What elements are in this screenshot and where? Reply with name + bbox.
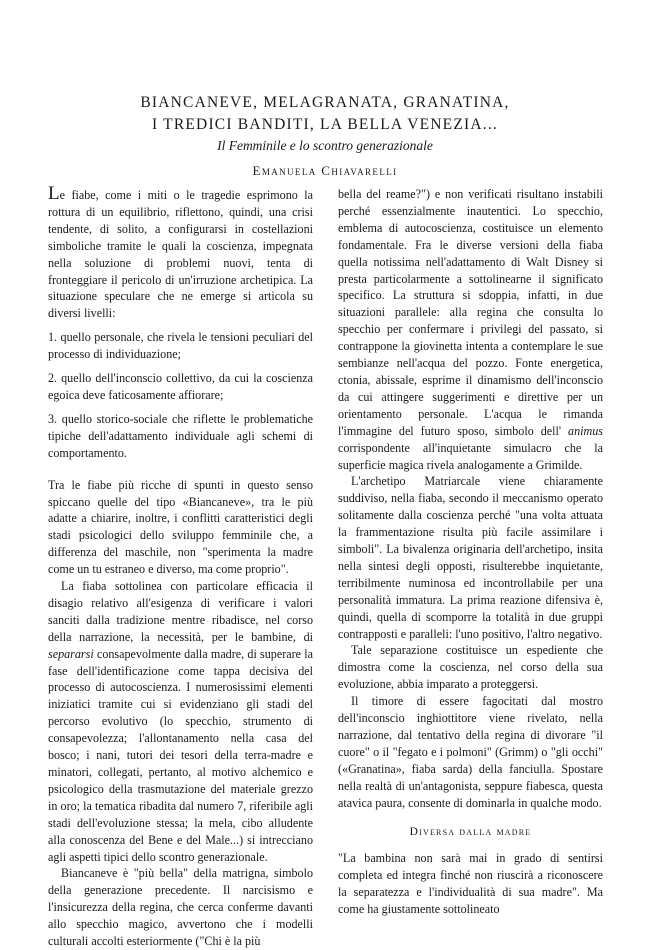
right-paragraph-3: Tale separazione costituisce un espediente che dimostra come la coscienza, nel corso della sua evoluzione, abbia imparato a proteggersi. — [338, 643, 603, 692]
left-column — [48, 183, 313, 950]
paragraph-2: Tra le fiabe più ricche di spunti in questo senso spiccano quelle del tipo «Biancaneve», tra le più adatte a chiarire, inoltre, i conflitti caratteristici degli stadi psicologici dello sviluppo femminile che, a differenza del maschile, non "sperimenta la madre come un tu estraneo e diverso, ma come proprio". — [48, 477, 313, 577]
right-paragraph-5: "La bambina non sarà mai in grado di sentirsi completa ed integra finché non riuscirà a riconoscere la separatezza e l'individualità di sua madre". Ma come ha giustamente sottolineato — [338, 851, 603, 917]
list-item-1: 1. quello personale, che rivela le tensioni peculiari del processo di individuazione; — [48, 330, 313, 362]
paragraph-3-text-a: La fiaba sottolinea con particolare efficacia il disagio relativo all'esigenza di verificare i valori sanciti dalla tradizione mentre ribadisce, nel corso della narrazione, la necessità, per le bambine, di — [48, 579, 313, 644]
paragraph-3-emphasis: separarsi — [48, 646, 94, 661]
article-title-line-2: I TREDICI BANDITI, LA BELLA VENEZIA... — [152, 116, 498, 133]
right-paragraph-4: Il timore di essere fagocitati dal mostro dell'inconscio inghiottitore viene rivelato, nella narrazione, dal tentativo della regina di divorare "il cuore" o il "fegato e i polmoni" (Grimm) o "gli occhi" («Granatina», fiaba sarda) della fanciulla. Spostare nella realtà di un'antagonista, seppure fiabesca, questa atavica paura, consente di dominarla in qualche modo. — [338, 694, 603, 810]
right-paragraph-2: L'archetipo Matriarcale viene chiaramente suddiviso, nella fiaba, secondo il meccanismo operato solitamente dalla coscienza perché "una volta attuata la frammentazione risulta più facile assimilare i simboli". La bivalenza originaria dell'archetipo, insita nella sintesi degli opposti, risulterebbe inquietante, terribilmente numinosa ed incontrollabile per una personalità immatura. La prima reazione difensiva è, quindi, quella di scomporre la totalità in due gruppi contrapposti e paralleli: l'uno positivo, l'altro negativo. — [338, 474, 603, 641]
article-author: Emanuela Chiavarelli — [252, 163, 398, 178]
list-item-3: 3. quello storico-sociale che riflette le problematiche tipiche dell'adattamento individuale agli schemi di comportamento. — [48, 411, 313, 460]
list-item-2: 2. quello dell'inconscio collettivo, da cui la coscienza egoica deve faticosamente affiorare; — [48, 371, 313, 402]
intro-paragraph: Le fiabe, come i miti o le tragedie esprimono la rottura di un equilibrio, riflettono, quindi, una crisi tendente, di solito, a configurarsi in costellazioni simboliche tramite le quali la coscienza, impegnata nella soluzione di problemi nuovi, tenta di fronteggiare il pericolo di un'irruzione archetipica. La situazione speculare che ne emerge si articola su diversi livelli: — [48, 183, 313, 321]
section-heading: Diversa dalla madre — [409, 825, 532, 838]
right-paragraph-1 — [338, 186, 603, 473]
paragraph-4: Biancaneve è "più bella" della matrigna, simbolo della generazione precedente. Il narcisismo e l'insicurezza della regina, che cerca conferme davanti allo specchio magico, avvertono che i modelli culturali accolti esteriormente ("Chi è la più — [48, 866, 313, 949]
article-title-line-1: BIANCANEVE, MELAGRANATA, GRANATINA, — [140, 94, 510, 111]
article-subtitle: Il Femminile e lo scontro generazionale — [217, 138, 433, 153]
paragraph-3 — [48, 578, 313, 865]
right-paragraph-1-emphasis: animus — [568, 423, 603, 438]
right-column — [338, 186, 603, 918]
right-paragraph-1-text-b: corrispondente all'inquietante simulacro che la superficie magica rivela analogamente a Grimilde. — [338, 440, 603, 472]
paragraph-3-text-b: consapevolmente dalla madre, di superare la fase dell'identificazione come tappa decisiva del processo di autocoscienza. I numerosissimi elementi iniziatici tramite cui si evidenziano gli stadi del percorso evolutivo (lo specchio, strumento di consapevolezza; l'allontanamento nella casa del bosco; i nani, tutori dei tesori della terra-madre e minatori, collegati, pertanto, al motivo alchemico e psicologico della trasmutazione del materiale grezzo in oro; la tematica ribadita dal numero 7, riferibile agli stadi dell'evoluzione stessa; la mela, cibo alludente alla conoscenza del Bene e del Male...) si intrecciano agli aspetti tipici dello scontro generazionale. — [48, 646, 313, 864]
article-header — [0, 92, 650, 156]
right-paragraph-1-text-a: bella del reame?") e non verificati risultano instabili perché essenzialmente inautentici. Lo specchio, emblema di autocoscienza, costituisce un elemento fondamentale. Fra le diverse versioni della fiaba quella notissima nell'adattamento di Walt Disney si presta particolarmente a sottolinearne il significato specifico. La struttura si sdoppia, infatti, in due situazioni parallele: alla regina che consulta lo specchio per confermare i privilegi del passato, si contrappone la giovinetta intenta a contemplare le sue sembianze nell'acqua del pozzo. Fonte energetica, ctonia, abissale, esprime il dinamismo dell'inconscio da cui attingere suggerimenti e direttive per un orientamento personale. L'acqua le rimanda l'immagine del futuro sposo, simbolo dell' — [338, 187, 603, 438]
